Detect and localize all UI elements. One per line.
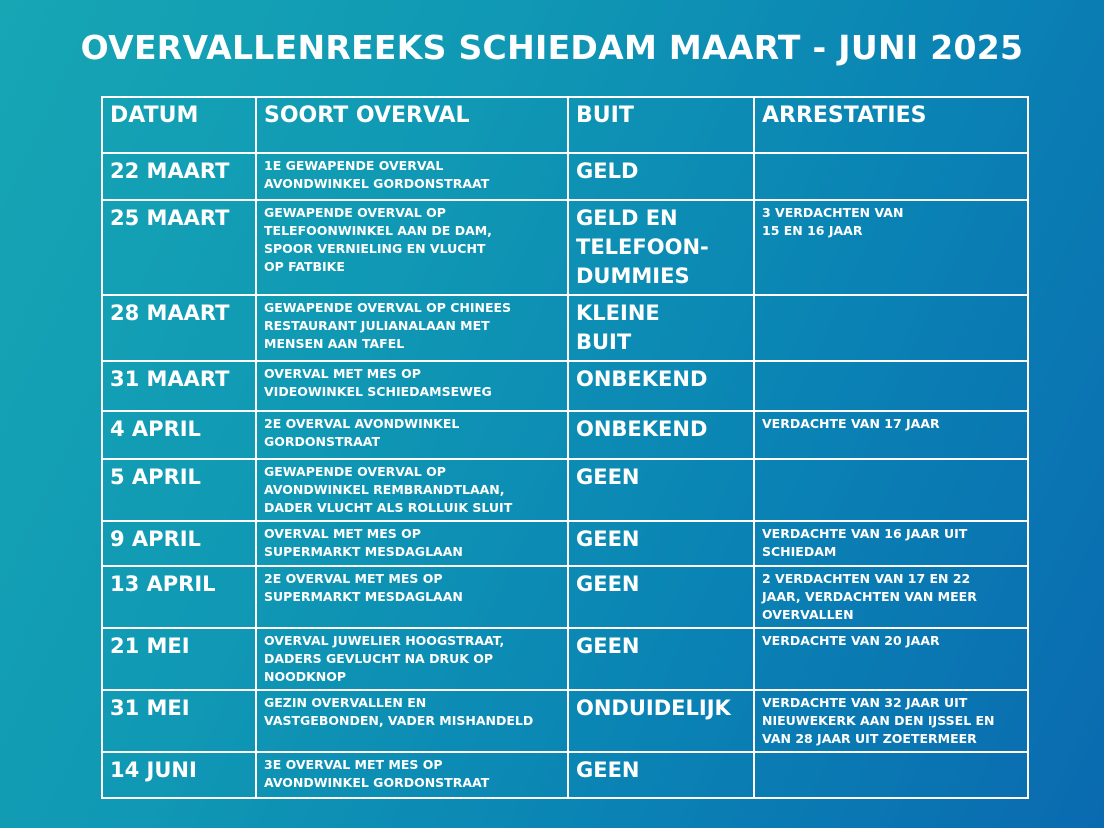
cell-arrestaties (754, 361, 1028, 411)
table-body (102, 153, 1028, 798)
cell-soort-overval-text: 1E GEWAPENDE OVERVAL AVONDWINKEL GORDONSTRAAT (264, 158, 490, 191)
cell-datum (102, 521, 256, 566)
cell-buit-text: ONBEKEND (576, 367, 708, 391)
cell-buit-text: KLEINE BUIT (576, 301, 660, 354)
cell-soort-overval (256, 295, 568, 361)
table-row (102, 459, 1028, 521)
cell-arrestaties-text: VERDACHTE VAN 20 JAAR (762, 633, 940, 648)
column-header-arrestaties: ARRESTATIES (754, 97, 1028, 153)
cell-buit-text: ONBEKEND (576, 417, 708, 441)
cell-buit-text: ONDUIDELIJK (576, 696, 731, 720)
cell-datum (102, 411, 256, 459)
cell-datum-text: 22 MAART (110, 159, 230, 183)
cell-datum-text: 31 MAART (110, 367, 230, 391)
cell-buit (568, 566, 754, 628)
cell-arrestaties-text: VERDACHTE VAN 32 JAAR UIT NIEUWEKERK AAN DEN IJSSEL EN VAN 28 JAAR UIT ZOETERMEER (762, 695, 995, 746)
cell-soort-overval (256, 200, 568, 295)
table-row (102, 153, 1028, 200)
cell-buit-text: GEEN (576, 572, 640, 596)
table-row (102, 521, 1028, 566)
cell-soort-overval (256, 411, 568, 459)
cell-buit (568, 521, 754, 566)
cell-datum-text: 13 APRIL (110, 572, 216, 596)
cell-soort-overval (256, 361, 568, 411)
cell-soort-overval-text: OVERVAL MET MES OP VIDEOWINKEL SCHIEDAMSEWEG (264, 366, 492, 399)
cell-buit (568, 752, 754, 798)
cell-arrestaties (754, 200, 1028, 295)
cell-soort-overval-text: GEWAPENDE OVERVAL OP AVONDWINKEL REMBRANDTLAAN, DADER VLUCHT ALS ROLLUIK SLUIT (264, 464, 513, 515)
cell-buit (568, 153, 754, 200)
cell-buit-text: GEEN (576, 527, 640, 551)
cell-soort-overval-text: GEWAPENDE OVERVAL OP TELEFOONWINKEL AAN DE DAM, SPOOR VERNIELING EN VLUCHT OP FATBIKE (264, 205, 492, 274)
cell-datum (102, 200, 256, 295)
cell-buit (568, 361, 754, 411)
cell-soort-overval (256, 566, 568, 628)
cell-soort-overval (256, 459, 568, 521)
cell-arrestaties (754, 690, 1028, 752)
table-row (102, 628, 1028, 690)
cell-soort-overval (256, 153, 568, 200)
cell-buit (568, 411, 754, 459)
cell-datum (102, 752, 256, 798)
cell-arrestaties (754, 295, 1028, 361)
cell-datum-text: 31 MEI (110, 696, 190, 720)
cell-arrestaties (754, 153, 1028, 200)
page-title: OVERVALLENREEKS SCHIEDAM MAART - JUNI 2025 (80, 28, 1024, 67)
table-row (102, 411, 1028, 459)
table-row (102, 752, 1028, 798)
cell-buit (568, 628, 754, 690)
cell-buit (568, 459, 754, 521)
cell-buit-text: GEEN (576, 465, 640, 489)
cell-soort-overval (256, 752, 568, 798)
cell-arrestaties (754, 521, 1028, 566)
cell-soort-overval-text: GEWAPENDE OVERVAL OP CHINEES RESTAURANT JULIANALAAN MET MENSEN AAN TAFEL (264, 300, 512, 351)
cell-datum-text: 25 MAART (110, 206, 230, 230)
cell-arrestaties-text: 3 VERDACHTEN VAN 15 EN 16 JAAR (762, 205, 904, 238)
cell-datum-text: 5 APRIL (110, 465, 201, 489)
cell-arrestaties (754, 628, 1028, 690)
cell-datum-text: 9 APRIL (110, 527, 201, 551)
table-row (102, 295, 1028, 361)
cell-datum (102, 153, 256, 200)
cell-arrestaties (754, 411, 1028, 459)
robbery-table (101, 96, 1029, 799)
cell-soort-overval-text: OVERVAL MET MES OP SUPERMARKT MESDAGLAAN (264, 526, 463, 559)
table-row (102, 200, 1028, 295)
cell-datum-text: 14 JUNI (110, 758, 197, 782)
table-row (102, 361, 1028, 411)
cell-soort-overval (256, 690, 568, 752)
cell-arrestaties (754, 566, 1028, 628)
cell-arrestaties (754, 752, 1028, 798)
cell-buit-text: GEEN (576, 634, 640, 658)
cell-buit (568, 295, 754, 361)
cell-datum (102, 295, 256, 361)
cell-buit (568, 200, 754, 295)
cell-buit (568, 690, 754, 752)
cell-buit-text: GEEN (576, 758, 640, 782)
cell-buit-text: GELD (576, 159, 639, 183)
cell-datum (102, 628, 256, 690)
cell-datum-text: 28 MAART (110, 301, 230, 325)
cell-arrestaties-text: 2 VERDACHTEN VAN 17 EN 22 JAAR, VERDACHTEN VAN MEER OVERVALLEN (762, 571, 977, 622)
cell-datum-text: 21 MEI (110, 634, 190, 658)
cell-soort-overval-text: 2E OVERVAL MET MES OP SUPERMARKT MESDAGLAAN (264, 571, 463, 604)
cell-arrestaties-text: VERDACHTE VAN 17 JAAR (762, 416, 940, 431)
table-header-row (102, 97, 1028, 153)
cell-datum (102, 459, 256, 521)
cell-datum-text: 4 APRIL (110, 417, 201, 441)
cell-datum (102, 690, 256, 752)
table-row (102, 690, 1028, 752)
cell-soort-overval-text: OVERVAL JUWELIER HOOGSTRAAT, DADERS GEVLUCHT NA DRUK OP NOODKNOP (264, 633, 505, 684)
column-header-datum: DATUM (102, 97, 256, 153)
table-row (102, 566, 1028, 628)
cell-soort-overval-text: GEZIN OVERVALLEN EN VASTGEBONDEN, VADER MISHANDELD (264, 695, 534, 728)
column-header-buit: BUIT (568, 97, 754, 153)
cell-soort-overval-text: 2E OVERVAL AVONDWINKEL GORDONSTRAAT (264, 416, 460, 449)
cell-soort-overval (256, 521, 568, 566)
cell-buit-text: GELD EN TELEFOON- DUMMIES (576, 206, 709, 288)
cell-datum (102, 361, 256, 411)
cell-soort-overval (256, 628, 568, 690)
cell-arrestaties-text: VERDACHTE VAN 16 JAAR UIT SCHIEDAM (762, 526, 968, 559)
column-header-soort-overval: SOORT OVERVAL (256, 97, 568, 153)
cell-soort-overval-text: 3E OVERVAL MET MES OP AVONDWINKEL GORDONSTRAAT (264, 757, 490, 790)
cell-arrestaties (754, 459, 1028, 521)
cell-datum (102, 566, 256, 628)
